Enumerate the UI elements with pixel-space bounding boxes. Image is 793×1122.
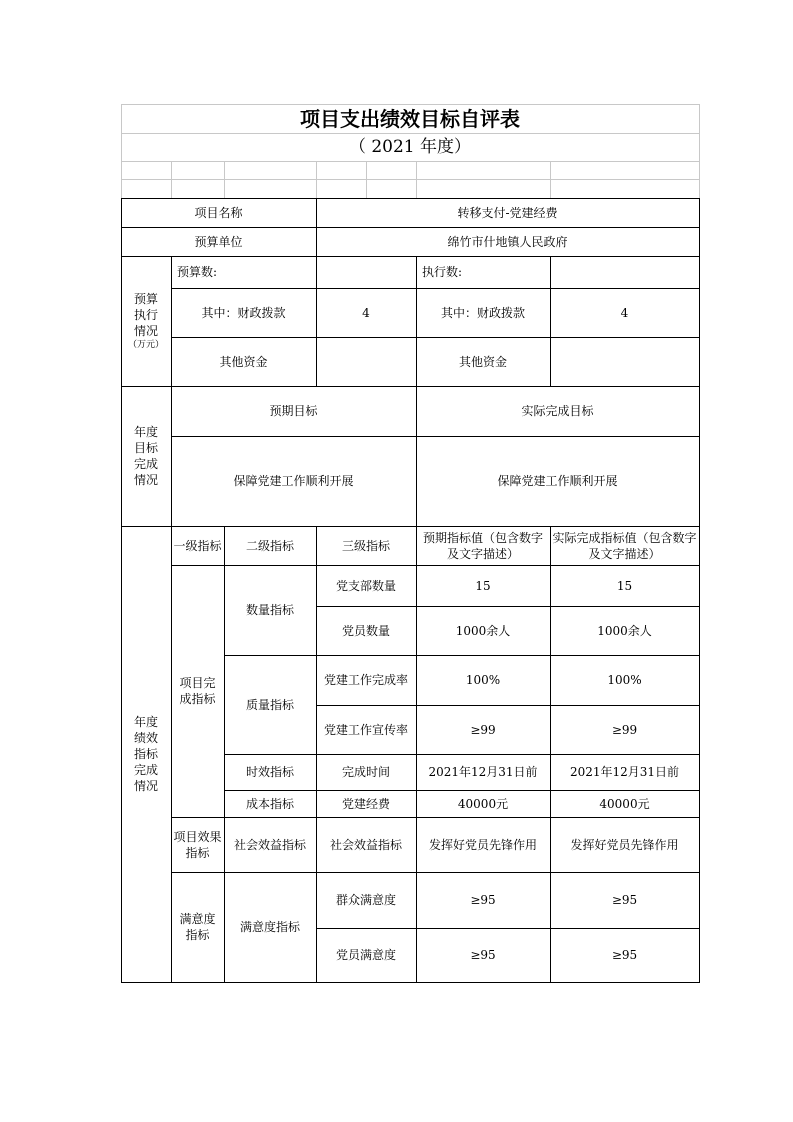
level1-effect: 项目效果指标 [173, 829, 222, 860]
budget-exec-label: 预算 执行 情况 （万元） [127, 292, 164, 350]
indicator-name: 党支部数量 [335, 578, 396, 593]
fiscal-exec-value: 4 [620, 305, 629, 320]
actual-value: 40000元 [599, 796, 650, 811]
expected-value: ≥95 [470, 893, 496, 907]
actual-goal-header: 实际完成目标 [521, 404, 594, 418]
expected-value: 15 [475, 578, 491, 593]
year-subtitle: （ 2021 年度） [348, 137, 472, 157]
budget-unit-value: 绵竹市什地镇人民政府 [447, 234, 568, 249]
expected-value: 1000余人 [455, 623, 511, 638]
project-name-label: 项目名称 [194, 205, 243, 220]
indicator-name: 党员数量 [341, 623, 390, 638]
level1-completion: 项目完成指标 [179, 676, 216, 706]
indicator-name: 党建经费 [341, 796, 390, 811]
other-funds-exec-label: 其他资金 [458, 354, 507, 369]
page-title: 项目支出绩效目标自评表 [300, 106, 520, 131]
actual-value-header: 实际完成指标值（包含数字及文字描述） [552, 530, 697, 561]
indicator-name: 党员满意度 [335, 948, 396, 962]
level1-header: 一级指标 [173, 538, 222, 553]
actual-value: ≥99 [611, 722, 638, 737]
expected-value: 40000元 [457, 796, 509, 811]
level2-quantity: 数量指标 [245, 603, 294, 617]
fiscal-budget-label: 其中：财政拨款 [201, 305, 286, 320]
expected-value: 100% [465, 673, 501, 687]
actual-value: 发挥好党员先锋作用 [570, 837, 679, 852]
actual-goal-value: 保障党建工作顺利开展 [497, 474, 618, 488]
exec-amount-label: 执行数: [422, 265, 463, 279]
expected-value-header: 预期指标值（包含数字及文字描述） [422, 530, 543, 561]
indicator-name: 党建工作完成率 [323, 673, 408, 687]
expected-value: ≥99 [470, 722, 496, 737]
indicator-name: 群众满意度 [335, 893, 396, 907]
unit-label: （万元） [127, 340, 164, 350]
fiscal-exec-label: 其中：财政拨款 [440, 305, 525, 320]
actual-value: 100% [607, 673, 642, 687]
budget-amount-label: 预算数: [177, 265, 218, 279]
indicator-name: 党建工作宣传率 [323, 722, 408, 737]
level3-header: 三级指标 [341, 538, 390, 553]
expected-value: 2021年12月31日前 [428, 765, 538, 779]
expected-value: ≥95 [470, 948, 496, 962]
fiscal-budget-value: 4 [362, 305, 370, 320]
level1-satisfaction: 满意度指标 [179, 912, 216, 942]
actual-value: ≥95 [611, 948, 638, 962]
actual-value: 1000余人 [597, 623, 652, 638]
level2-quality: 质量指标 [245, 697, 294, 712]
other-funds-label: 其他资金 [219, 354, 268, 369]
indicator-name: 完成时间 [341, 765, 390, 779]
level2-header: 二级指标 [245, 538, 294, 553]
expected-goal-header: 预期目标 [269, 404, 318, 418]
actual-value: 2021年12月31日前 [569, 765, 680, 779]
project-name-value: 转移支付-党建经费 [457, 205, 558, 220]
indicator-name: 社会效益指标 [329, 837, 402, 852]
level2-social: 社会效益指标 [233, 837, 306, 852]
perf-label: 年度 绩效 指标 完成 情况 [133, 715, 158, 793]
expected-value: 发挥好党员先锋作用 [428, 837, 537, 852]
actual-value: 15 [616, 578, 633, 593]
level2-timeliness: 时效指标 [245, 765, 294, 779]
actual-value: ≥95 [611, 893, 638, 907]
level2-cost: 成本指标 [245, 796, 294, 811]
annual-goal-label: 年度 目标 完成 情况 [133, 425, 158, 487]
level2-satisfaction: 满意度指标 [239, 920, 300, 934]
budget-unit-label: 预算单位 [194, 234, 243, 249]
expected-goal-value: 保障党建工作顺利开展 [233, 474, 354, 488]
